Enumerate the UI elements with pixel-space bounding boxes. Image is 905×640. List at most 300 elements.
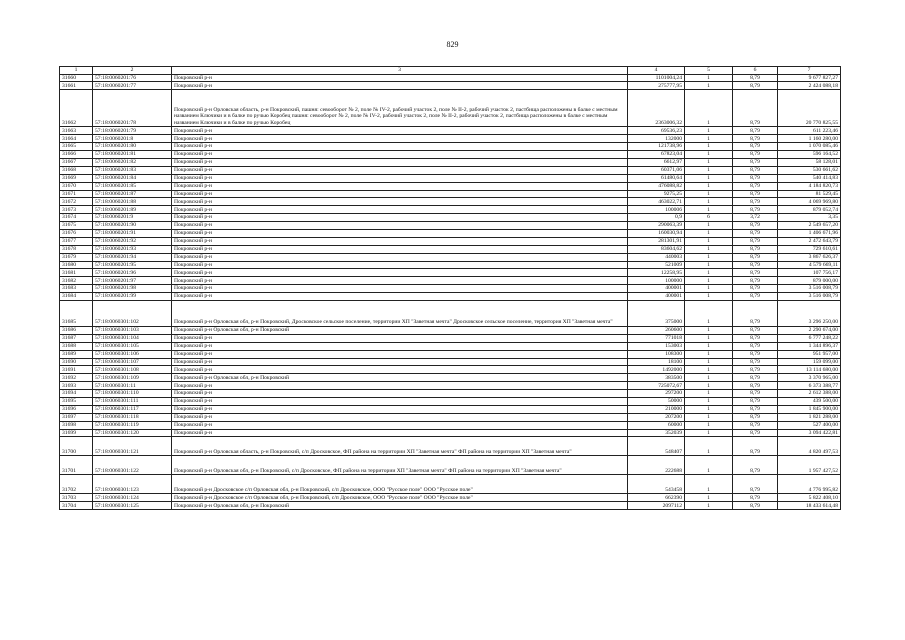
table-row <box>60 198 841 206</box>
rate-value: 8,79 <box>733 245 778 253</box>
location-description: Покровский р-н <box>172 253 628 261</box>
cadastral-value: 2 290 674,00 <box>778 326 841 334</box>
cadastral-value: 159 099,00 <box>778 358 841 366</box>
table-row <box>60 158 841 166</box>
cadastral-number: 57:18:0060301:121 <box>93 437 172 456</box>
row-number: 31682 <box>60 277 93 285</box>
location-description: Покровский р-н <box>172 382 628 390</box>
cadastral-number: 57:18:0060301:106 <box>93 350 172 358</box>
table-row <box>60 413 841 421</box>
table-row <box>60 350 841 358</box>
table-row <box>60 293 841 301</box>
cadastral-value: 2 549 657,20 <box>778 222 841 230</box>
location-description: Покровский р-н Орловская область, р-н Покровский, с/п Дросковское, ФП района на территории ХП "Заветная мечта" ФП района на территории ХП "Заветная мечта" <box>172 437 628 456</box>
area-value: 662390 <box>628 494 685 502</box>
area-value: 1101004,24 <box>628 74 685 82</box>
cadastral-number: 57:18:0060201:85 <box>93 182 172 190</box>
location-description: Покровский р-н <box>172 397 628 405</box>
table-row <box>60 261 841 269</box>
table-row <box>60 237 841 245</box>
table-row <box>60 475 841 494</box>
rate-value: 8,79 <box>733 300 778 326</box>
row-number: 31696 <box>60 405 93 413</box>
row-number: 31676 <box>60 229 93 237</box>
cadastral-number: 57:18:0060201:91 <box>93 229 172 237</box>
cadastral-value: 1 821 288,00 <box>778 413 841 421</box>
row-number: 31666 <box>60 151 93 159</box>
category-value: 1 <box>685 82 733 90</box>
column-number-header: 1 <box>60 67 93 75</box>
cadastral-value: 439 500,00 <box>778 397 841 405</box>
row-number: 31698 <box>60 421 93 429</box>
table-row <box>60 182 841 190</box>
location-description: Покровский р-н <box>172 390 628 398</box>
location-description: Покровский р-н <box>172 429 628 437</box>
table-row <box>60 269 841 277</box>
location-description: Покровский р-н <box>172 405 628 413</box>
cadastral-value: 20 770 825,55 <box>778 90 841 127</box>
cadastral-value: 2 612 388,00 <box>778 390 841 398</box>
table-row <box>60 245 841 253</box>
rate-value: 8,79 <box>733 502 778 510</box>
cadastral-value: 596 164,52 <box>778 151 841 159</box>
rate-value: 8,79 <box>733 475 778 494</box>
location-description: Покровский р-н <box>172 413 628 421</box>
cadastral-number: 57:18:0060201:80 <box>93 143 172 151</box>
table-row <box>60 74 841 82</box>
category-value: 1 <box>685 456 733 475</box>
cadastral-number: 57:18:0060201:99 <box>93 293 172 301</box>
table-row <box>60 421 841 429</box>
rate-value: 8,79 <box>733 421 778 429</box>
cadastral-value: 3 296 250,00 <box>778 300 841 326</box>
rate-value: 8,79 <box>733 237 778 245</box>
row-number: 31665 <box>60 143 93 151</box>
cadastral-number: 57:18:0060301:109 <box>93 374 172 382</box>
cadastral-number: 57:18:0060201:89 <box>93 206 172 214</box>
category-value: 1 <box>685 74 733 82</box>
location-description: Покровский р-н <box>172 174 628 182</box>
cadastral-value: 4 776 995,82 <box>778 475 841 494</box>
table-row <box>60 127 841 135</box>
cadastral-value: 527 400,00 <box>778 421 841 429</box>
area-value: 160030,94 <box>628 229 685 237</box>
category-value: 1 <box>685 143 733 151</box>
rate-value: 8,79 <box>733 222 778 230</box>
location-description: Покровский р-н <box>172 135 628 143</box>
cadastral-value: 3 516 008,79 <box>778 293 841 301</box>
category-value: 1 <box>685 397 733 405</box>
column-number-header: 7 <box>778 67 841 75</box>
area-value: 50000 <box>628 397 685 405</box>
location-description: Покровский р-н <box>172 245 628 253</box>
area-value: 2363006,32 <box>628 90 685 127</box>
location-description: Покровский р-н <box>172 158 628 166</box>
row-number: 31681 <box>60 269 93 277</box>
cadastral-value: 4 820 497,53 <box>778 437 841 456</box>
row-number: 31672 <box>60 198 93 206</box>
table-row <box>60 397 841 405</box>
area-value: 400001 <box>628 293 685 301</box>
cadastral-number: 57:18:0060201:88 <box>93 198 172 206</box>
cadastral-number: 57:18:0060301:125 <box>93 502 172 510</box>
rate-value: 8,79 <box>733 158 778 166</box>
category-value: 1 <box>685 437 733 456</box>
category-value: 1 <box>685 374 733 382</box>
area-value: 476088,82 <box>628 182 685 190</box>
table-row <box>60 390 841 398</box>
cadastral-value: 3 370 965,00 <box>778 374 841 382</box>
category-value: 1 <box>685 334 733 342</box>
category-value: 1 <box>685 285 733 293</box>
cadastral-value: 951 957,00 <box>778 350 841 358</box>
cadastral-number: 57:18:0060301:117 <box>93 405 172 413</box>
category-value: 1 <box>685 358 733 366</box>
cadastral-number: 57:18:0060301:104 <box>93 334 172 342</box>
category-value: 1 <box>685 269 733 277</box>
row-number: 31690 <box>60 358 93 366</box>
category-value: 1 <box>685 261 733 269</box>
table-row <box>60 206 841 214</box>
location-description: Покровский р-н <box>172 358 628 366</box>
area-value: 383500 <box>628 374 685 382</box>
location-description: Покровский р-н <box>172 350 628 358</box>
table-row <box>60 502 841 510</box>
cadastral-number: 57:18:0060201:84 <box>93 174 172 182</box>
cadastral-value: 3,35 <box>778 214 841 222</box>
row-number: 31675 <box>60 222 93 230</box>
table-row <box>60 326 841 334</box>
cadastral-number: 57:18:0060201:94 <box>93 253 172 261</box>
area-value: 440003 <box>628 253 685 261</box>
category-value: 1 <box>685 382 733 390</box>
cadastral-number: 57:18:0060201:9 <box>93 214 172 222</box>
row-number: 31685 <box>60 300 93 326</box>
row-number: 31686 <box>60 326 93 334</box>
rate-value: 8,79 <box>733 390 778 398</box>
row-number: 31699 <box>60 429 93 437</box>
cadastral-number: 57:18:0060201:92 <box>93 237 172 245</box>
location-description: Покровский р-н <box>172 334 628 342</box>
category-value: 1 <box>685 151 733 159</box>
table-row <box>60 190 841 198</box>
row-number: 31700 <box>60 437 93 456</box>
row-number: 31677 <box>60 237 93 245</box>
area-value: 9275,25 <box>628 190 685 198</box>
row-number: 31693 <box>60 382 93 390</box>
area-value: 100000 <box>628 277 685 285</box>
location-description: Покровский р-н <box>172 143 628 151</box>
table-row <box>60 253 841 261</box>
area-value: 352039 <box>628 429 685 437</box>
cadastral-value: 729 610,61 <box>778 245 841 253</box>
table-row <box>60 135 841 143</box>
rate-value: 8,79 <box>733 326 778 334</box>
rate-value: 8,79 <box>733 174 778 182</box>
rate-value: 8,79 <box>733 366 778 374</box>
table-row <box>60 494 841 502</box>
table-row <box>60 334 841 342</box>
cadastral-value: 2 424 088,18 <box>778 82 841 90</box>
area-value: 60000 <box>628 421 685 429</box>
cadastral-value: 4 184 820,73 <box>778 182 841 190</box>
table-row <box>60 222 841 230</box>
rate-value: 8,79 <box>733 182 778 190</box>
category-value: 1 <box>685 90 733 127</box>
rate-value: 8,79 <box>733 397 778 405</box>
location-description: Покровский р-н Орловская обл, р-н Покровский, с/п Дросковское, ФП района на территории ХП "Заветная мечта" ФП района на территории ХП "Заветная мечта" <box>172 456 628 475</box>
category-value: 1 <box>685 326 733 334</box>
category-value: 1 <box>685 421 733 429</box>
location-description: Покровский р-н Дросковское с/п Орловская обл, р-н Покровский, с/п Дросковское, ООО "Русское поле" ООО "Русское поле" <box>172 494 628 502</box>
cadastral-number: 57:18:0060301:107 <box>93 358 172 366</box>
area-value: 12258,95 <box>628 269 685 277</box>
cadastral-number: 57:18:0060301:11 <box>93 382 172 390</box>
row-number: 31688 <box>60 342 93 350</box>
area-value: 463022,71 <box>628 198 685 206</box>
column-number-header: 3 <box>172 67 628 75</box>
row-number: 31683 <box>60 285 93 293</box>
location-description: Покровский р-н <box>172 182 628 190</box>
cadastral-value: 530 661,62 <box>778 166 841 174</box>
cadastral-value: 1 845 900,00 <box>778 405 841 413</box>
location-description: Покровский р-н <box>172 285 628 293</box>
cadastral-number: 57:18:0060301:105 <box>93 342 172 350</box>
table-row <box>60 342 841 350</box>
cadastral-value: 1 344 896,37 <box>778 342 841 350</box>
cadastral-number: 57:18:0060201:81 <box>93 151 172 159</box>
cadastral-number: 57:18:0060201:8 <box>93 135 172 143</box>
cadastral-number: 57:18:0060301:120 <box>93 429 172 437</box>
rate-value: 8,79 <box>733 374 778 382</box>
rate-value: 8,79 <box>733 456 778 475</box>
location-description: Покровский р-н <box>172 127 628 135</box>
area-value: 521009 <box>628 261 685 269</box>
table-row <box>60 143 841 151</box>
row-number: 31694 <box>60 390 93 398</box>
category-value: 1 <box>685 245 733 253</box>
location-description: Покровский р-н Орловская обл, р-н Покровский <box>172 326 628 334</box>
column-number-header: 6 <box>733 67 778 75</box>
column-number-header: 4 <box>628 67 685 75</box>
rate-value: 8,79 <box>733 350 778 358</box>
category-value: 1 <box>685 413 733 421</box>
area-value: 67823,04 <box>628 151 685 159</box>
table-row <box>60 358 841 366</box>
cadastral-number: 57:18:0060201:96 <box>93 269 172 277</box>
area-value: 2097112 <box>628 502 685 510</box>
cadastral-number: 57:18:0060301:108 <box>93 366 172 374</box>
cadastral-number: 57:18:0060301:119 <box>93 421 172 429</box>
table-header-row <box>60 67 841 75</box>
cadastral-value: 81 529,45 <box>778 190 841 198</box>
category-value: 1 <box>685 390 733 398</box>
area-value: 260600 <box>628 326 685 334</box>
rate-value: 8,79 <box>733 437 778 456</box>
rate-value: 8,79 <box>733 166 778 174</box>
table-row <box>60 429 841 437</box>
rate-value: 8,79 <box>733 198 778 206</box>
location-description: Покровский р-н <box>172 214 628 222</box>
row-number: 31664 <box>60 135 93 143</box>
category-value: 1 <box>685 502 733 510</box>
area-value: 290063,39 <box>628 222 685 230</box>
row-number: 31674 <box>60 214 93 222</box>
cadastral-number: 57:18:0060301:124 <box>93 494 172 502</box>
row-number: 31667 <box>60 158 93 166</box>
area-value: 0,9 <box>628 214 685 222</box>
location-description: Покровский р-н <box>172 237 628 245</box>
area-value: 132000 <box>628 135 685 143</box>
table-row <box>60 229 841 237</box>
cadastral-number: 57:18:0060201:77 <box>93 82 172 90</box>
row-number: 31689 <box>60 350 93 358</box>
row-number: 31703 <box>60 494 93 502</box>
cadastral-value: 3 867 626,37 <box>778 253 841 261</box>
category-value: 1 <box>685 190 733 198</box>
row-number: 31673 <box>60 206 93 214</box>
category-value: 1 <box>685 198 733 206</box>
row-number: 31661 <box>60 82 93 90</box>
row-number: 31687 <box>60 334 93 342</box>
cadastral-number: 57:18:0060201:83 <box>93 166 172 174</box>
row-number: 31704 <box>60 502 93 510</box>
row-number: 31671 <box>60 190 93 198</box>
cadastral-number: 57:18:0060301:118 <box>93 413 172 421</box>
cadastral-number: 57:18:0060201:97 <box>93 277 172 285</box>
location-description: Покровский р-н <box>172 293 628 301</box>
area-value: 83604,62 <box>628 245 685 253</box>
rate-value: 8,79 <box>733 382 778 390</box>
cadastral-number: 57:18:0060301:111 <box>93 397 172 405</box>
row-number: 31701 <box>60 456 93 475</box>
row-number: 31678 <box>60 245 93 253</box>
location-description: Покровский р-н Орловская обл, р-н Покровский <box>172 502 628 510</box>
row-number: 31697 <box>60 413 93 421</box>
area-value: 207200 <box>628 413 685 421</box>
rate-value: 8,79 <box>733 405 778 413</box>
table-row <box>60 90 841 127</box>
area-value: 210000 <box>628 405 685 413</box>
cadastral-value: 6 777 248,22 <box>778 334 841 342</box>
rate-value: 8,79 <box>733 334 778 342</box>
area-value: 375000 <box>628 300 685 326</box>
location-description: Покровский р-н <box>172 342 628 350</box>
land-registry-table <box>59 66 841 510</box>
cadastral-value: 1 406 671,96 <box>778 229 841 237</box>
location-description: Покровский р-н <box>172 222 628 230</box>
row-number: 31660 <box>60 74 93 82</box>
location-description: Покровский р-н <box>172 190 628 198</box>
rate-value: 8,79 <box>733 277 778 285</box>
rate-value: 8,79 <box>733 293 778 301</box>
category-value: 1 <box>685 293 733 301</box>
page-number: 829 <box>446 40 459 49</box>
cadastral-value: 1 957 427,52 <box>778 456 841 475</box>
row-number: 31680 <box>60 261 93 269</box>
cadastral-value: 611 223,46 <box>778 127 841 135</box>
rate-value: 8,79 <box>733 342 778 350</box>
area-value: 1492000 <box>628 366 685 374</box>
cadastral-value: 4 579 669,11 <box>778 261 841 269</box>
category-value: 1 <box>685 229 733 237</box>
cadastral-value: 107 756,17 <box>778 269 841 277</box>
cadastral-number: 57:18:0060301:123 <box>93 475 172 494</box>
row-number: 31662 <box>60 90 93 127</box>
category-value: 1 <box>685 277 733 285</box>
location-description: Покровский р-н <box>172 166 628 174</box>
table-row <box>60 214 841 222</box>
row-number: 31670 <box>60 182 93 190</box>
table-row <box>60 300 841 326</box>
cadastral-value: 5 822 408,10 <box>778 494 841 502</box>
rate-value: 8,79 <box>733 269 778 277</box>
table-row <box>60 374 841 382</box>
cadastral-value: 2 472 643,79 <box>778 237 841 245</box>
cadastral-value: 58 128,01 <box>778 158 841 166</box>
location-description: Покровский р-н Орловская область, р-н Покровский, пашня: севооборот № 2, поле № IV-2, рабочий участок 2, поле № II-2, рабочий участок 2, пастбища расположены в балке с местным названием Ключики и в балке по ручью Коробец пашня: севооборот № 2, поле № IV-2, рабочий участок 2, поле № II-2, рабочий участок 2, пастбища расположены в балке с местным названием Ключики и в балке по ручью Коробец <box>172 90 628 127</box>
location-description: Покровский р-н <box>172 277 628 285</box>
rate-value: 8,79 <box>733 90 778 127</box>
category-value: 1 <box>685 405 733 413</box>
area-value: 6612,97 <box>628 158 685 166</box>
category-value: 6 <box>685 214 733 222</box>
rate-value: 8,79 <box>733 74 778 82</box>
cadastral-value: 3 516 008,79 <box>778 285 841 293</box>
area-value: 18100 <box>628 358 685 366</box>
row-number: 31702 <box>60 475 93 494</box>
category-value: 1 <box>685 174 733 182</box>
rate-value: 8,79 <box>733 261 778 269</box>
location-description: Покровский р-н <box>172 261 628 269</box>
cadastral-number: 57:18:0060201:82 <box>93 158 172 166</box>
category-value: 1 <box>685 366 733 374</box>
cadastral-value: 18 433 614,48 <box>778 502 841 510</box>
category-value: 1 <box>685 494 733 502</box>
rate-value: 8,79 <box>733 494 778 502</box>
location-description: Покровский р-н <box>172 229 628 237</box>
location-description: Покровский р-н <box>172 82 628 90</box>
cadastral-value: 13 114 680,00 <box>778 366 841 374</box>
table-row <box>60 174 841 182</box>
location-description: Покровский р-н <box>172 421 628 429</box>
rate-value: 8,79 <box>733 206 778 214</box>
cadastral-value: 9 677 827,27 <box>778 74 841 82</box>
category-value: 1 <box>685 300 733 326</box>
table-row <box>60 405 841 413</box>
area-value: 121738,96 <box>628 143 685 151</box>
area-value: 69536,23 <box>628 127 685 135</box>
table-row <box>60 82 841 90</box>
rate-value: 8,79 <box>733 358 778 366</box>
category-value: 1 <box>685 350 733 358</box>
category-value: 1 <box>685 206 733 214</box>
table-row <box>60 277 841 285</box>
cadastral-number: 57:18:0060201:78 <box>93 90 172 127</box>
rate-value: 8,79 <box>733 135 778 143</box>
rate-value: 8,79 <box>733 190 778 198</box>
category-value: 1 <box>685 237 733 245</box>
cadastral-value: 4 069 969,80 <box>778 198 841 206</box>
category-value: 1 <box>685 135 733 143</box>
area-value: 61480,64 <box>628 174 685 182</box>
category-value: 1 <box>685 166 733 174</box>
cadastral-value: 6 373 388,77 <box>778 382 841 390</box>
area-value: 60371,06 <box>628 166 685 174</box>
table-row <box>60 437 841 456</box>
rate-value: 3,72 <box>733 214 778 222</box>
rate-value: 8,79 <box>733 229 778 237</box>
